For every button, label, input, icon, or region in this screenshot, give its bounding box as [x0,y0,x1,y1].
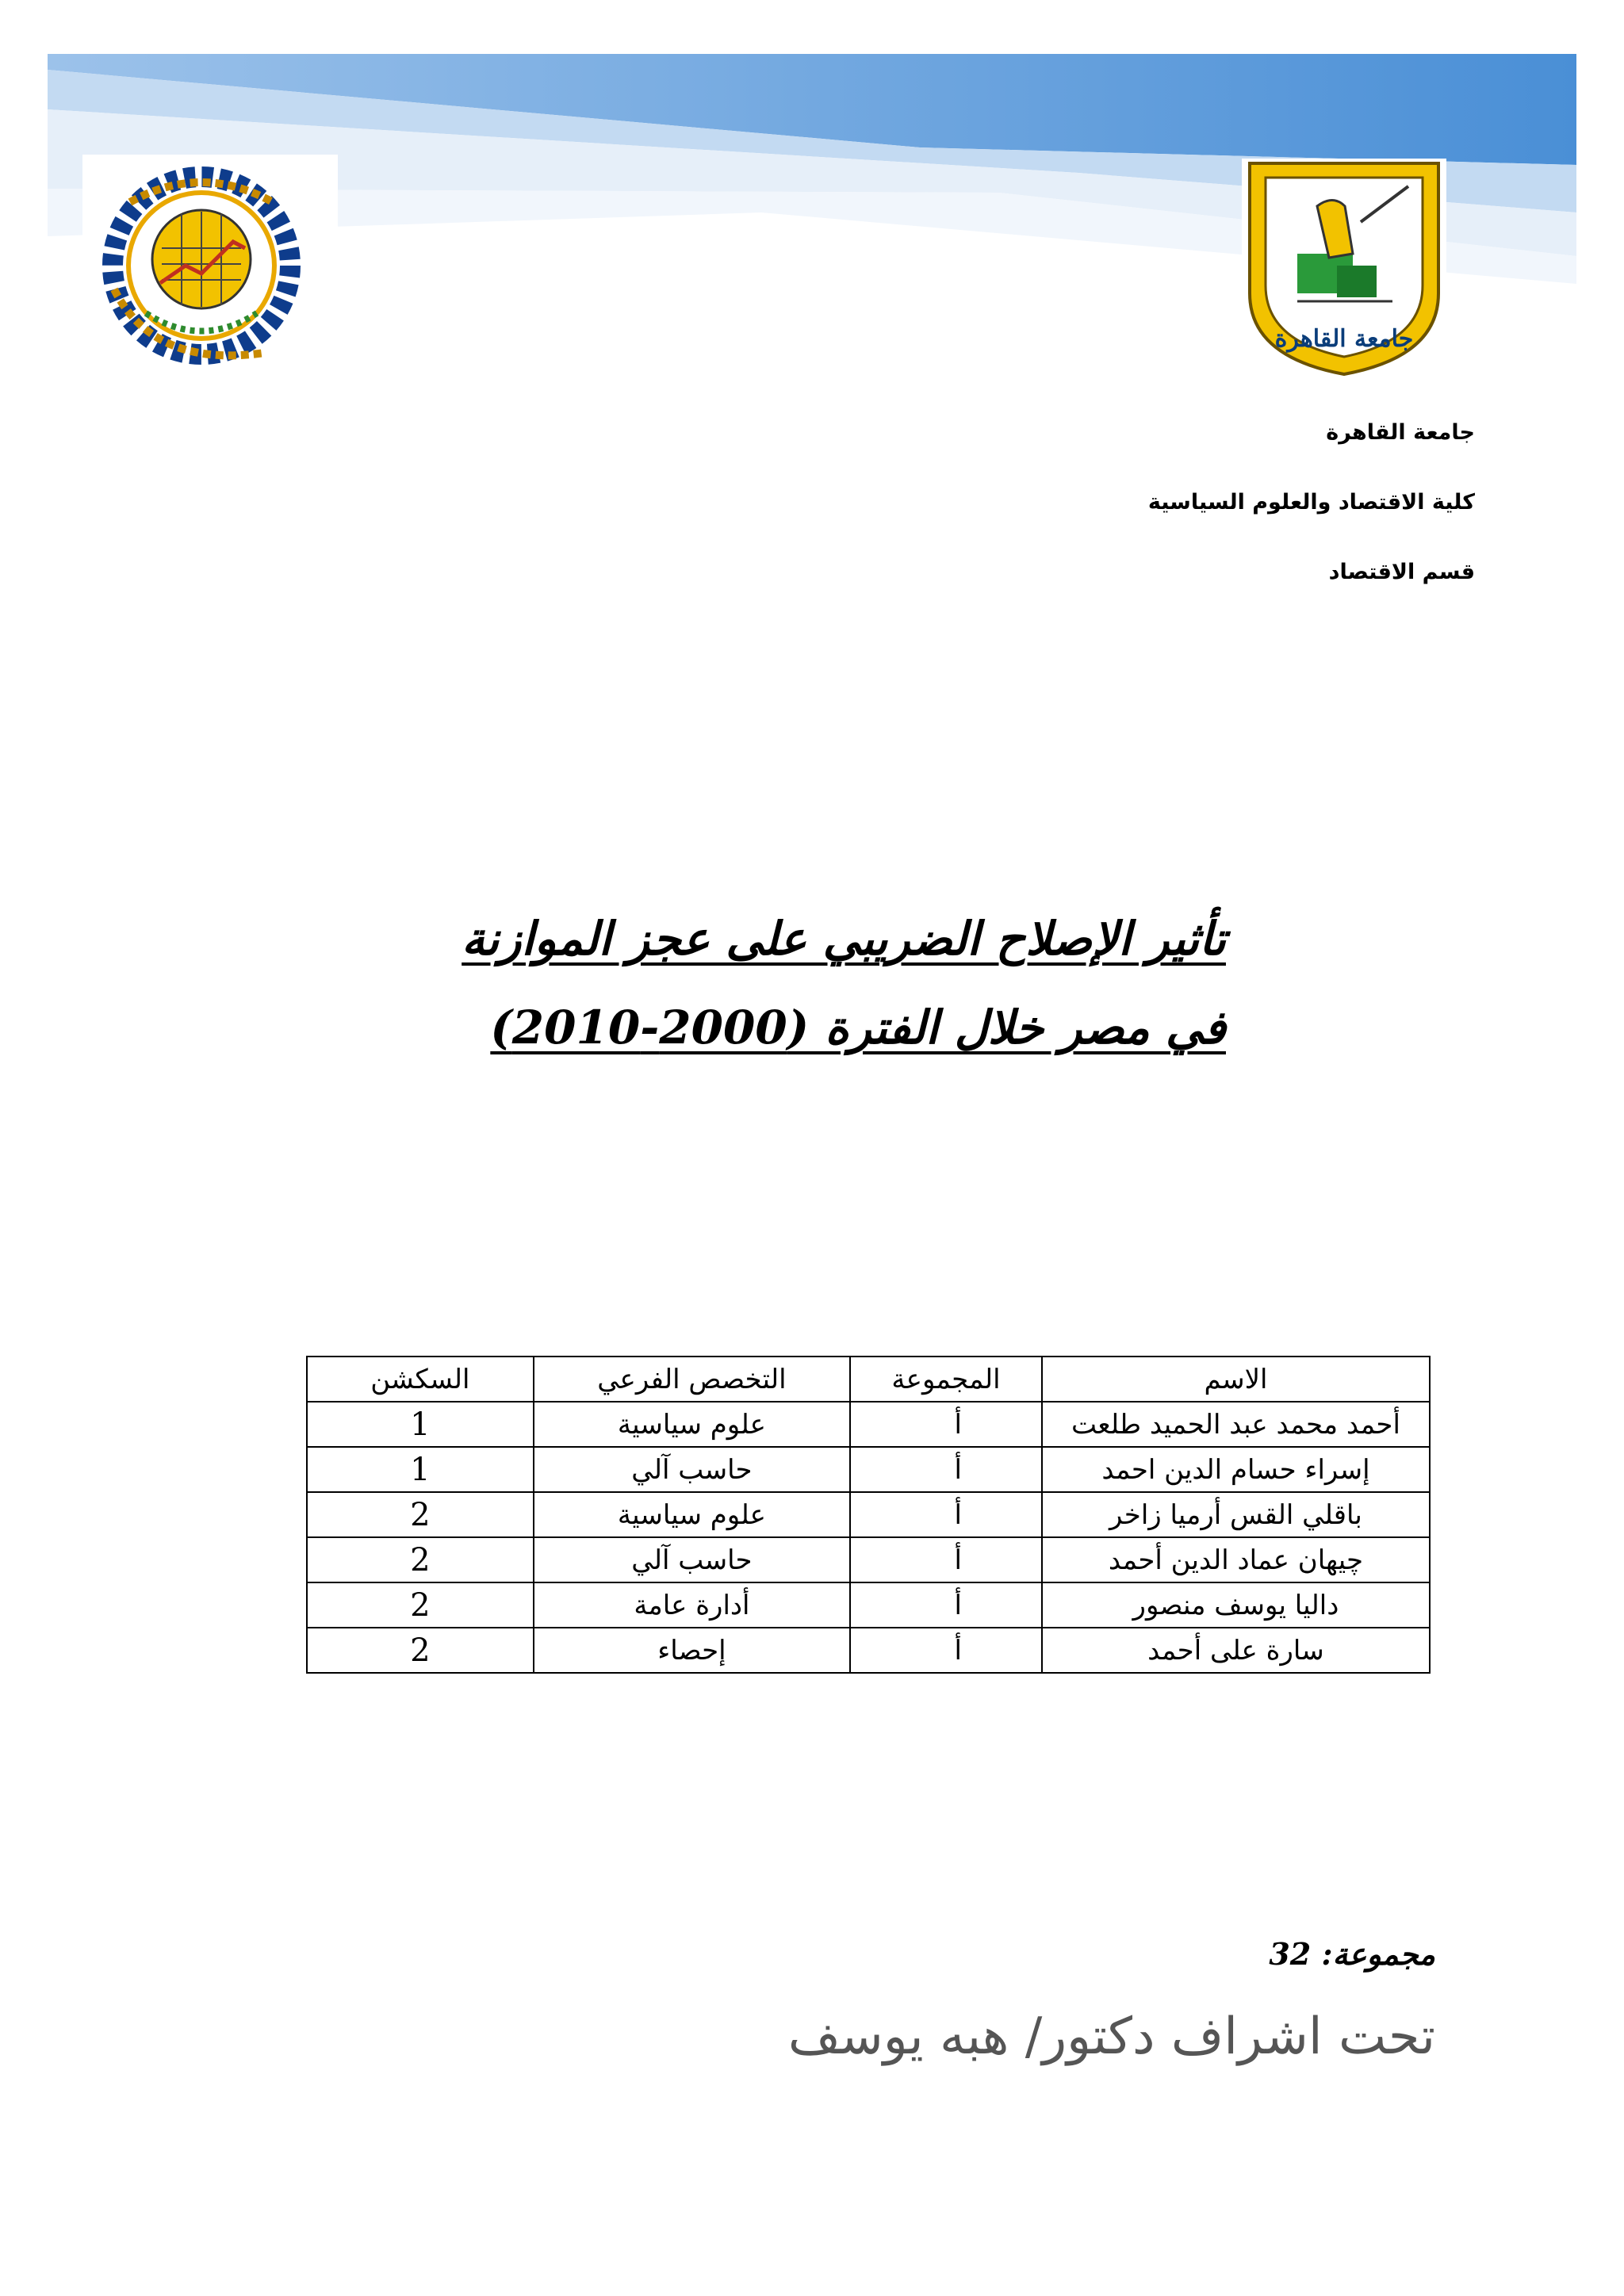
header-group: المجموعة [850,1357,1042,1402]
members-table [306,1356,1431,1674]
group-number-line [1269,1936,1435,1972]
university-logo-text: جامعة القاهرة [1274,325,1414,353]
university-logo [1242,159,1446,379]
table-header-row [307,1357,1430,1402]
table-row [307,1582,1430,1628]
cell-name: چيهان عماد الدين أحمد [1042,1537,1430,1582]
cell-group: أ [850,1402,1042,1447]
cell-group: أ [850,1582,1042,1628]
cell-section: 1 [307,1402,534,1447]
table-row [307,1447,1430,1492]
title-line-2: في مصر خلال الفترة (2000-2010) [490,1001,1226,1054]
group-number: 32 [1269,1936,1312,1972]
cell-group: أ [850,1492,1042,1537]
cell-section: 2 [307,1582,534,1628]
cell-section: 2 [307,1628,534,1673]
cell-name: إسراء حسام الدين احمد [1042,1447,1430,1492]
cell-specialization: علوم سياسية [534,1402,850,1447]
cell-name: باقلي القس أرميا زاخر [1042,1492,1430,1537]
cell-specialization: أدارة عامة [534,1582,850,1628]
table-row [307,1537,1430,1582]
cell-specialization: حاسب آلي [534,1537,850,1582]
cell-name: سارة على أحمد [1042,1628,1430,1673]
cell-section: 2 [307,1492,534,1537]
header-name: الاسم [1042,1357,1430,1402]
table-row [307,1402,1430,1447]
cell-group: أ [850,1447,1042,1492]
cell-specialization: إحصاء [534,1628,850,1673]
cell-name: أحمد محمد عبد الحميد طلعت [1042,1402,1430,1447]
university-name: جامعة القاهرة [1326,420,1475,445]
header-specialization: التخصص الفرعي [534,1357,850,1402]
cell-group: أ [850,1537,1042,1582]
department-name: قسم الاقتصاد [1328,560,1475,584]
faculty-name: كلية الاقتصاد والعلوم السياسية [1147,490,1475,515]
group-label: مجموعة: [1321,1936,1435,1972]
title-line-1: تأثير الإصلاح الضريبي على عجز الموازنة [462,912,1226,966]
cell-specialization: حاسب آلي [534,1447,850,1492]
supervisor-line: تحت اشراف دكتور/ هبه يوسف [787,2007,1435,2066]
header-section: السكشن [307,1357,534,1402]
institution-block [1148,420,1475,629]
table-row [307,1492,1430,1537]
table-row [307,1628,1430,1673]
faculty-seal-icon [82,155,338,377]
faculty-logo [82,155,338,377]
cell-group: أ [850,1628,1042,1673]
cell-section: 2 [307,1537,534,1582]
research-title [393,894,1226,1072]
cell-section: 1 [307,1447,534,1492]
cell-specialization: علوم سياسية [534,1492,850,1537]
cell-name: داليا يوسف منصور [1042,1582,1430,1628]
